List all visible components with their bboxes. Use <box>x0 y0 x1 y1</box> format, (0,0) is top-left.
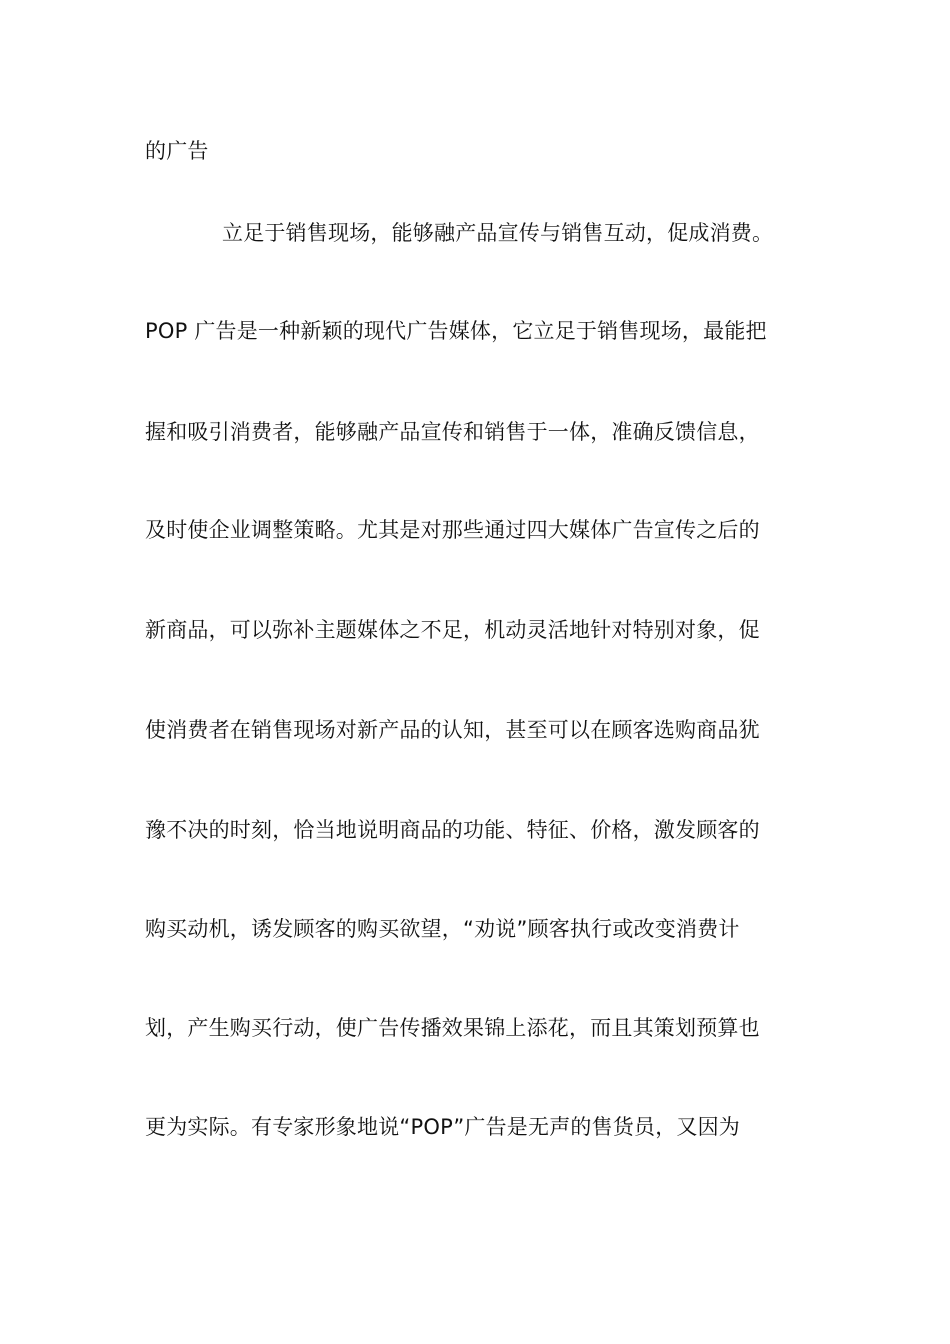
paragraph-first-line: 立足于销售现场，能够融产品宣传与销售互动，促成消费。 <box>222 221 774 245</box>
text-line: 使消费者在销售现场对新产品的认知，甚至可以在顾客选购商品犹 <box>145 718 760 742</box>
text-line: 新商品，可以弥补主题媒体之不足，机动灵活地针对特别对象，促 <box>145 618 760 642</box>
text-line: 购买动机，诱发顾客的购买欲望，“劝说”顾客执行或改变消费计 <box>145 917 740 941</box>
text-line: 的广告 <box>145 139 209 163</box>
text-line: 划，产生购买行动，使广告传播效果锦上添花，而且其策划预算也 <box>145 1016 760 1040</box>
text-line: POP 广告是一种新颖的现代广告媒体，它立足于销售现场，最能把 <box>145 319 767 343</box>
text-line: 握和吸引消费者，能够融产品宣传和销售于一体，准确反馈信息， <box>145 420 760 444</box>
text-line: 及时使企业调整策略。尤其是对那些通过四大媒体广告宣传之后的 <box>145 518 760 542</box>
text-line: 豫不决的时刻，恰当地说明商品的功能、特征、价格，激发顾客的 <box>145 818 760 842</box>
text-line: 更为实际。有专家形象地说“POP”广告是无声的售货员，又因为 <box>145 1115 741 1139</box>
